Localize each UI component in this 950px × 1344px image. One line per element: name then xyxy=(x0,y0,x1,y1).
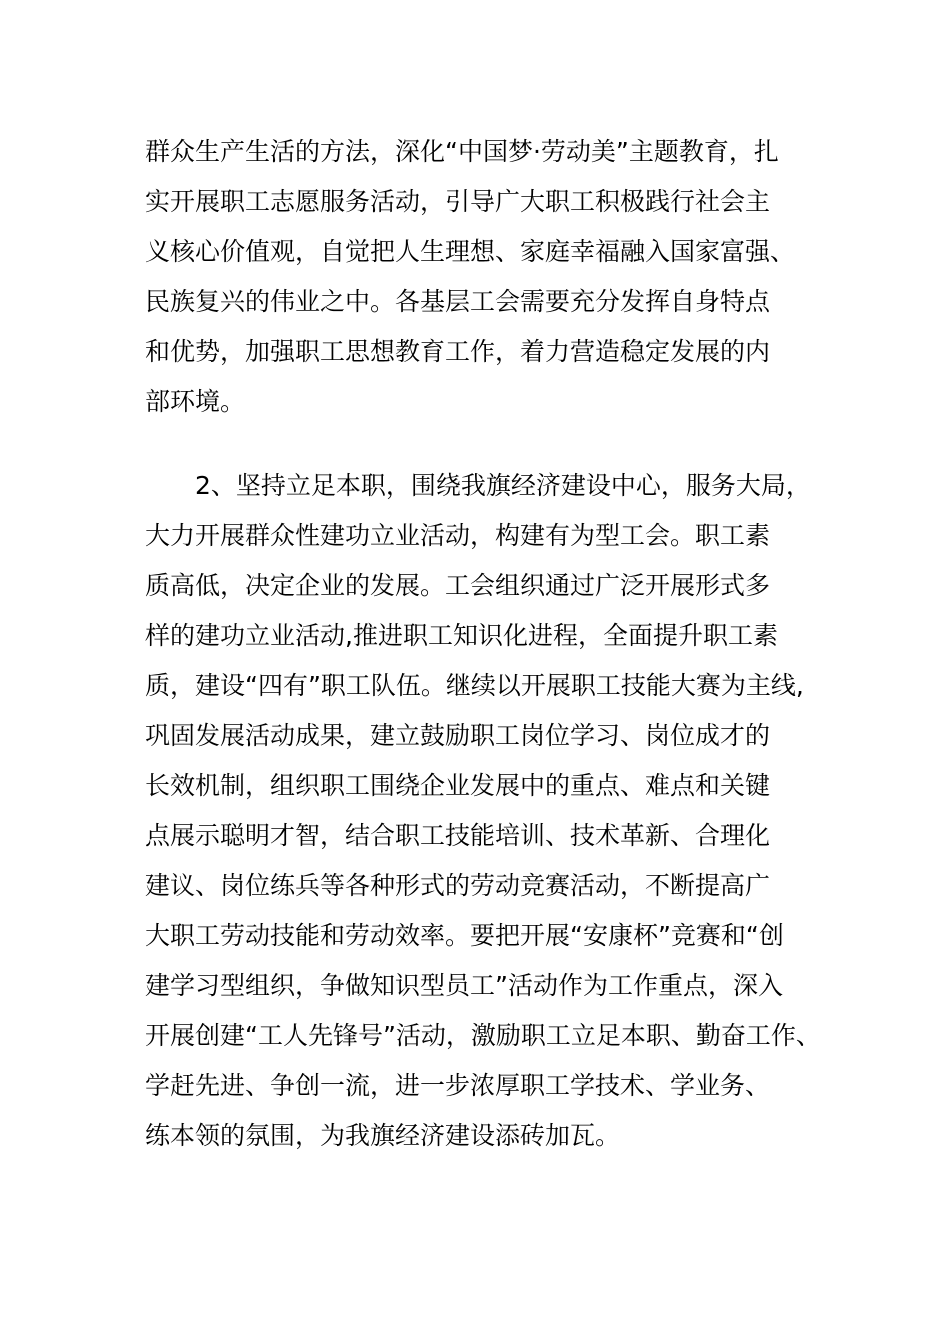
paragraph-line: 建议、岗位练兵等各种形式的劳动竞赛活动，不断提高广 xyxy=(145,871,771,900)
paragraph-2 xyxy=(145,466,835,1166)
paragraph-line: 开展创建“工人先锋号”活动，激励职工立足本职、勤奋工作、 xyxy=(145,1021,821,1050)
paragraph-line: 建学习型组织，争做知识型员工”活动作为工作重点，深入 xyxy=(145,971,783,1000)
paragraph-line: 2、坚持立足本职，围绕我旗经济建设中心，服务大局， xyxy=(145,471,811,500)
paragraph-line: 练本领的氛围，为我旗经济建设添砖加瓦。 xyxy=(145,1121,621,1150)
paragraph-line: 点展示聪明才智，结合职工技能培训、技术革新、合理化 xyxy=(145,821,771,850)
paragraph-line: 群众生产生活的方法，深化“中国梦·劳动美”主题教育，扎 xyxy=(145,137,779,166)
paragraph-line: 大力开展群众性建功立业活动，构建有为型工会。职工素 xyxy=(145,521,771,550)
paragraph-line: 义核心价值观，自觉把人生理想、家庭幸福融入国家富强、 xyxy=(145,237,796,266)
paragraph-line: 和优势，加强职工思想教育工作，着力营造稳定发展的内 xyxy=(145,337,771,366)
paragraph-line: 民族复兴的伟业之中。各基层工会需要充分发挥自身特点 xyxy=(145,287,771,316)
paragraph-1 xyxy=(145,132,835,432)
paragraph-line: 质，建设“四有”职工队伍。继续以开展职工技能大赛为主线, xyxy=(145,671,804,700)
paragraph-line: 样的建功立业活动,推进职工知识化进程，全面提升职工素 xyxy=(145,621,778,650)
paragraph-line: 学赶先进、争创一流，进一步浓厚职工学技术、学业务、 xyxy=(145,1071,771,1100)
paragraph-line: 部环境。 xyxy=(145,387,246,416)
paragraph-line: 实开展职工志愿服务活动，引导广大职工积极践行社会主 xyxy=(145,187,771,216)
paragraph-line: 巩固发展活动成果，建立鼓励职工岗位学习、岗位成才的 xyxy=(145,721,771,750)
paragraph-line: 大职工劳动技能和劳动效率。要把开展“安康杯”竞赛和“创 xyxy=(145,921,784,950)
paragraph-line: 长效机制，组织职工围绕企业发展中的重点、难点和关键 xyxy=(145,771,771,800)
paragraph-line: 质高低，决定企业的发展。工会组织通过广泛开展形式多 xyxy=(145,571,771,600)
